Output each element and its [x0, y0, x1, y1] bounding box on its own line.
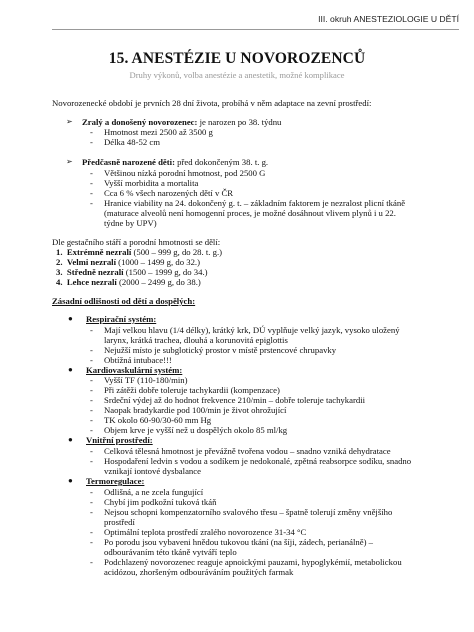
list-item: Hospodaření ledvin s vodou a sodíkem je nedokonalé, zpětná reabsorpce sodíku, snadno: [104, 456, 412, 466]
list-item: Podchlazený novorozenec reaguje apnoickými pauzami, hypoglykémií, metabolickou: [104, 557, 402, 567]
list-item: Nejužší místo je subglotický prostor v místě prstencové chrupavky: [104, 345, 337, 355]
round-bullet-icon: ●: [68, 435, 73, 444]
system-heading: Vnitřní prostředí:: [86, 435, 153, 445]
list-item: Nejsou schopni kompenzatorního svalového třesu – špatně tolerují změny vnějšího: [104, 507, 393, 517]
dash-bullet-icon: -: [90, 198, 93, 208]
dash-bullet-icon: -: [90, 415, 93, 425]
dash-bullet-icon: -: [90, 487, 93, 497]
round-bullet-icon: ●: [68, 314, 73, 323]
list-item-continued: vznikají iontové dysbalance: [104, 466, 201, 476]
list-item: Objem krve je vyšší než u dospělých okolo 85 ml/kg: [104, 425, 288, 435]
list-item-continued: acidózou, zhoršeným odbouráváním použitých farmak: [104, 567, 294, 577]
dash-bullet-icon: -: [90, 188, 93, 198]
round-bullet-icon: ●: [68, 476, 73, 485]
running-header: III. okruh ANESTEZIOLOGIE U DĚTÍ: [318, 14, 459, 24]
list-item: Odlišná, a ne zcela fungující: [104, 487, 204, 497]
list-item: Chybí jim podkožní tuková tkáň: [104, 497, 217, 507]
weight-item: 3. Středně nezralí (1500 – 1999 g, do 34.): [56, 267, 208, 277]
premature-heading: Předčasně narozené děti: před dokončeným 38. t. g.: [82, 157, 269, 167]
differences-heading: Zásadní odlišnosti od dětí a dospělých:: [52, 296, 196, 306]
system-heading: Termoregulace:: [86, 476, 145, 486]
dash-bullet-icon: -: [90, 345, 93, 355]
mature-heading: Zralý a donošený novorozenec: je narozen po 38. týdnu: [82, 117, 282, 127]
dash-bullet-icon: -: [90, 557, 93, 567]
dash-bullet-icon: -: [90, 395, 93, 405]
weight-item: 2. Velmi nezralí (1000 – 1499 g, do 32.): [56, 257, 200, 267]
list-item: Hranice viability na 24. dokončený g. t. – základním faktorem je nezralost plicní tkáně: [104, 198, 406, 208]
list-item: Vyšší morbidita a mortalita: [104, 178, 199, 188]
dash-bullet-icon: -: [90, 425, 93, 435]
dash-bullet-icon: -: [90, 507, 93, 517]
list-item: Cca 6 % všech narozených dětí v ČR: [104, 188, 234, 198]
list-item: Mají velkou hlavu (1/4 délky), krátký krk, DÚ vyplňuje velký jazyk, vysoko uložený: [104, 325, 400, 335]
list-item: Celková tělesná hmotnost je převážně tvořena vodou – snadno vzniká dehydratace: [104, 446, 391, 456]
list-item-continued: odbourávaním této tkáně vytváří teplo: [104, 547, 237, 557]
list-item: Vyšší TF (110-180/min): [104, 375, 188, 385]
list-item-continued: larynx, krátká trachea, dlouhá a korunovitá epiglottis: [104, 335, 288, 345]
list-item: Při zátěži dobře toleruje tachykardii (kompenzace): [104, 385, 280, 395]
dash-bullet-icon: -: [90, 537, 93, 547]
dash-bullet-icon: -: [90, 497, 93, 507]
list-item: Naopak bradykardie pod 100/min je život ohrožující: [104, 405, 287, 415]
dash-bullet-icon: -: [90, 137, 93, 147]
weight-intro: Dle gestačního stáří a porodní hmotnosti se dělí:: [52, 237, 221, 247]
list-item: Hmotnost mezi 2500 až 3500 g: [104, 127, 213, 137]
list-item: Délka 48-52 cm: [104, 137, 160, 147]
header-rule: [52, 29, 459, 30]
round-bullet-icon: ●: [68, 365, 73, 374]
dash-bullet-icon: -: [90, 168, 93, 178]
dash-bullet-icon: -: [90, 527, 93, 537]
dash-bullet-icon: -: [90, 325, 93, 335]
dash-bullet-icon: -: [90, 375, 93, 385]
arrow-bullet-icon: ➢: [66, 157, 73, 166]
system-heading: Respirační systém:: [86, 314, 157, 324]
list-item-continued: týdne by UPV): [104, 218, 157, 228]
intro-paragraph: Novorozenecké období je prvních 28 dní života, probíhá v něm adaptace na zevní prostředí:: [52, 98, 372, 108]
dash-bullet-icon: -: [90, 355, 93, 365]
dash-bullet-icon: -: [90, 456, 93, 466]
dash-bullet-icon: -: [90, 385, 93, 395]
list-item-continued: (maturace alveolů není homogenní proces, je možné dosáhnout vlivem plynů i u 22.: [104, 208, 396, 218]
list-item: Po porodu jsou vybaveni hnědou tukovou tkání (na šíji, zádech, perianálně) –: [104, 537, 374, 547]
list-item: Většinou nízká porodní hmotnost, pod 2500 G: [104, 168, 266, 178]
page-subtitle: Druhy výkonů, volba anestézie a anestetik, možné komplikace: [129, 70, 345, 80]
list-item: Srdeční výdej až do hodnot frekvence 210/min – dobře toleruje tachykardii: [104, 395, 366, 405]
list-item-continued: prostředí: [104, 517, 135, 527]
page-title: 15. ANESTÉZIE U NOVOROZENCŮ: [108, 50, 366, 67]
dash-bullet-icon: -: [90, 405, 93, 415]
list-item: TK okolo 60-90/30-60 mm Hg: [104, 415, 212, 425]
dash-bullet-icon: -: [90, 127, 93, 137]
list-item: Optimální teplota prostředí zralého novorozence 31-34 °C: [104, 527, 307, 537]
arrow-bullet-icon: ➢: [66, 117, 73, 126]
dash-bullet-icon: -: [90, 446, 93, 456]
list-item: Obtížná intubace!!!: [104, 355, 172, 365]
dash-bullet-icon: -: [90, 178, 93, 188]
weight-item: 1. Extrémně nezralí (500 – 999 g, do 28. t. g.): [56, 247, 223, 257]
weight-item: 4. Lehce nezralí (2000 – 2499 g, do 38.): [56, 277, 201, 287]
system-heading: Kardiovaskulární systém:: [86, 365, 183, 375]
